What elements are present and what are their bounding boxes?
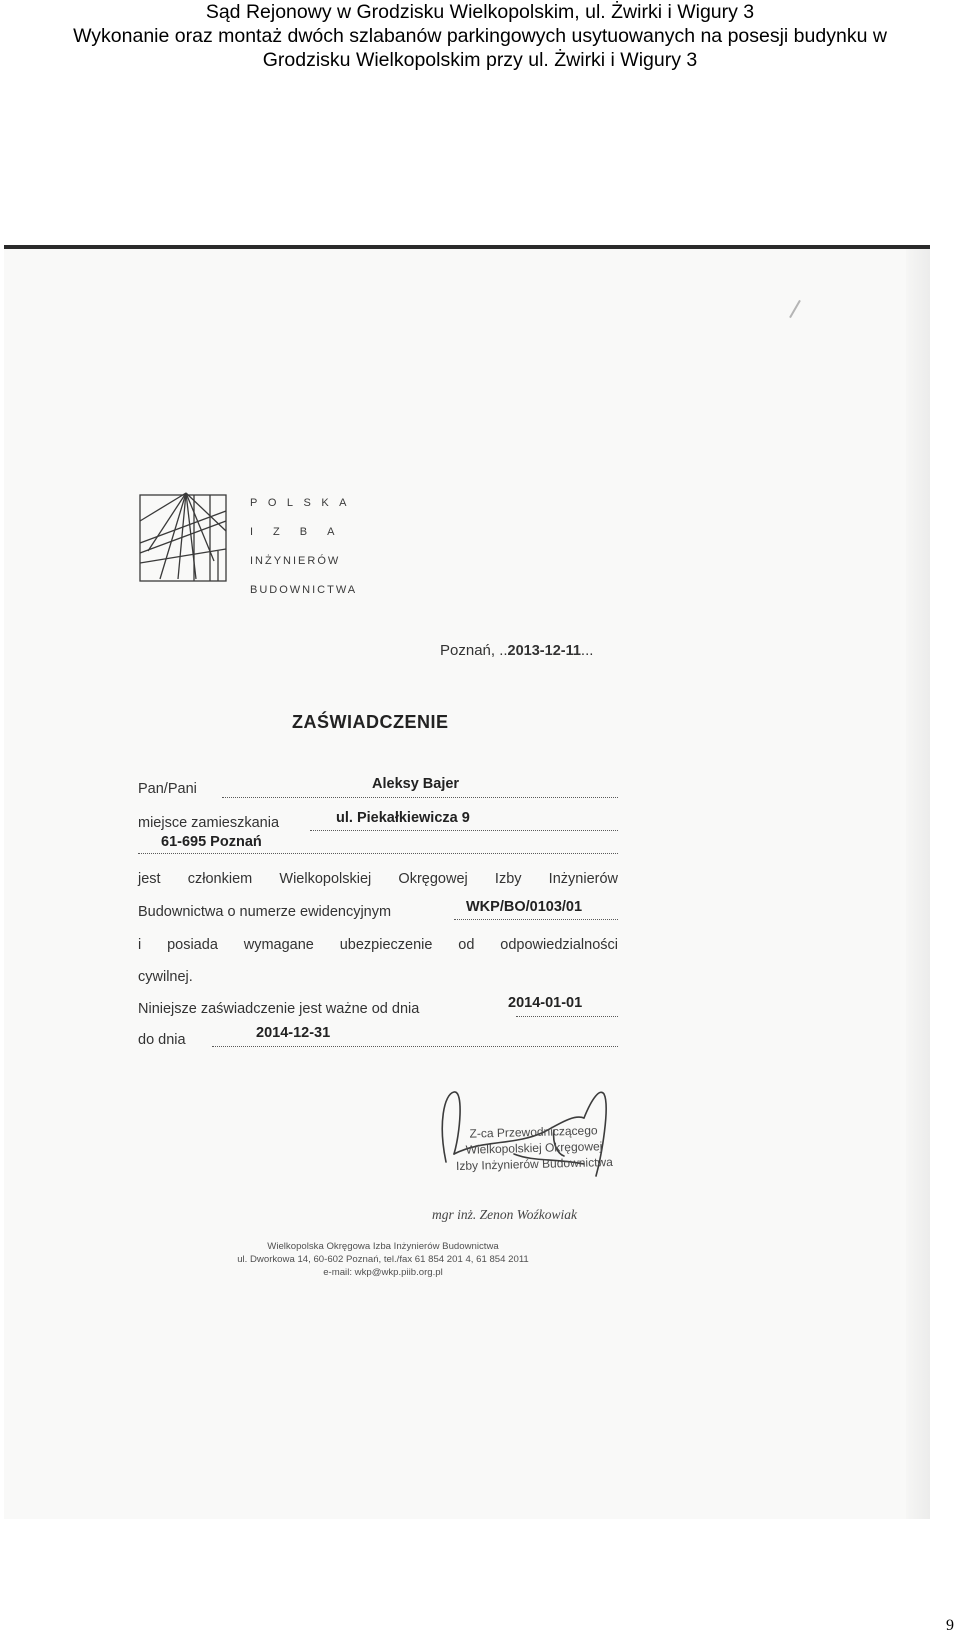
header-court-line: Sąd Rejonowy w Grodzisku Wielkopolskim, ul. Żwirki i Wigury 3: [205, 1, 755, 23]
place-and-date: [440, 642, 593, 659]
name-label: Pan/Pani: [138, 781, 197, 797]
piib-logo-icon: [138, 491, 230, 585]
registration-number: WKP/BO/0103/01: [466, 899, 583, 915]
footer-address: ul. Dworkowa 14, 60-602 Poznań, tel./fax 61 854 201 4, 61 854 2011: [237, 1254, 529, 1265]
valid-from-date: 2014-01-01: [508, 995, 583, 1011]
holder-city: 61-695 Poznań: [161, 834, 262, 850]
date-dots: ...: [580, 642, 594, 659]
valid-from-dotted-line: [516, 1016, 618, 1017]
membership-line-1: jest członkiem Wielkopolskiej Okręgowej Izby Inżynierów: [138, 871, 618, 887]
header-project-line: Wykonanie oraz montaż dwóch szlabanów parkingowych usytuowanych na posesji budynku w: [73, 25, 887, 47]
piib-logo-text: [250, 489, 357, 605]
logo-line-budownictwa: BUDOWNICTWA: [250, 584, 358, 596]
scanned-certificate: [4, 245, 930, 1519]
registration-dotted-line: [454, 919, 618, 920]
footer-org: Wielkopolska Okręgowa Izba Inżynierów Budownictwa: [267, 1241, 499, 1252]
name-dotted-line: [222, 797, 618, 798]
certificate-page: [4, 249, 930, 1519]
valid-from-label: Niniejsze zaświadczenie jest ważne od dnia: [138, 1001, 420, 1017]
signer-name: mgr inż. Zenon Woźkowiak: [432, 1207, 578, 1222]
logo-line-inzynierow: INŻYNIERÓW: [250, 555, 341, 567]
membership-line-4: cywilnej.: [138, 969, 193, 985]
place-label: Poznań, ..: [440, 642, 508, 659]
header-location-line: Grodzisku Wielkopolskim przy ul. Żwirki i Wigury 3: [262, 49, 698, 71]
valid-to-dotted-line: [212, 1046, 618, 1047]
certificate-footer: [194, 1240, 572, 1279]
registration-label: Budownictwa o numerze ewidencyjnym: [138, 904, 392, 920]
issue-date: 2013-12-11: [507, 643, 581, 659]
residence-dotted-line: [310, 830, 618, 831]
membership-line-3: i posiada wymagane ubezpieczenie od odpowiedzialności: [138, 937, 618, 953]
logo-line-izba: IZBA: [250, 526, 355, 538]
holder-name: Aleksy Bajer: [372, 776, 460, 792]
certificate-title: ZAŚWIADCZENIE: [292, 712, 449, 732]
valid-to-date: 2014-12-31: [256, 1025, 331, 1041]
footer-email: e-mail: wkp@wkp.piib.org.pl: [323, 1267, 443, 1278]
city-dotted-line: [138, 853, 618, 854]
valid-to-label: do dnia: [138, 1032, 186, 1048]
page-number: 9: [946, 1617, 954, 1634]
logo-line-polska: POLSKA: [250, 497, 358, 509]
document-header: [0, 0, 960, 72]
holder-street: ul. Piekałkiewicza 9: [336, 810, 470, 826]
residence-label: miejsce zamieszkania: [138, 815, 280, 831]
stamp-line-1: Z-ca Przewodniczącego: [469, 1123, 598, 1141]
official-stamp: [433, 1121, 634, 1174]
stamp-line-3: Izby Inżynierów Budownictwa: [455, 1154, 613, 1174]
stamp-line-2: Wielkopolskiej Okręgowej: [465, 1139, 603, 1157]
